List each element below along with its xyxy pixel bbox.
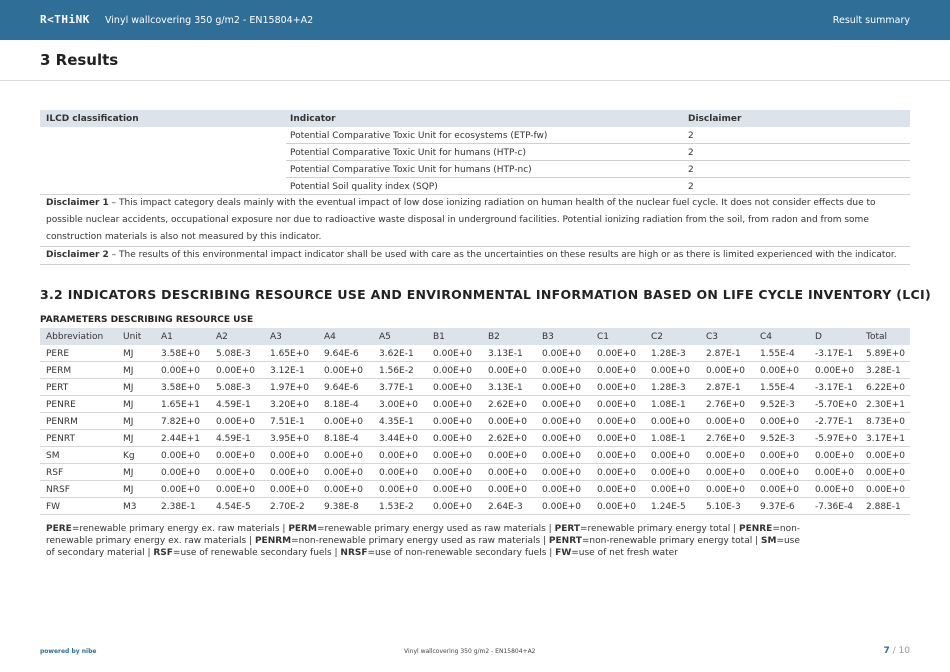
table-cell: 9.38E-8 (324, 502, 359, 512)
row-unit: MJ (123, 383, 134, 393)
table-cell: 0.00E+0 (488, 485, 527, 495)
row-unit: M3 (123, 502, 137, 512)
table-cell: 3.62E-1 (379, 349, 414, 359)
table-cell: 0.00E+0 (161, 366, 200, 376)
table-cell: 0.00E+0 (760, 417, 799, 427)
table-row (40, 498, 910, 515)
ilcd-header-indicator: Indicator (290, 114, 336, 124)
table-row (40, 362, 910, 379)
total-pages: 10 (898, 646, 910, 656)
table-cell: 0.00E+0 (597, 417, 636, 427)
column-header: D (815, 332, 822, 342)
disclaimer-2-label: Disclaimer 2 (46, 250, 109, 260)
table-cell: 0.00E+0 (597, 349, 636, 359)
ilcd-table (40, 110, 910, 265)
table-cell: 0.00E+0 (815, 468, 854, 478)
table-cell: 0.00E+0 (706, 468, 745, 478)
table-cell: 0.00E+0 (433, 434, 472, 444)
column-header: A1 (161, 332, 173, 342)
table-cell: 6.22E+0 (866, 383, 905, 393)
table-cell: 2.62E+0 (488, 400, 527, 410)
ilcd-disclaimer: 2 (688, 148, 694, 158)
table-cell: 1.55E-4 (760, 383, 795, 393)
table-cell: 0.00E+0 (542, 451, 581, 461)
table-cell: 0.00E+0 (542, 349, 581, 359)
table-cell: 0.00E+0 (488, 417, 527, 427)
subsection-title: 3.2 INDICATORS DESCRIBING RESOURCE USE AND ENVIRONMENTAL INFORMATION BASED ON LIFE CYCLE INVENTORY (LCI) (40, 287, 931, 302)
column-header: B1 (433, 332, 445, 342)
table-row (40, 413, 910, 430)
section-divider (0, 80, 950, 81)
disclaimer-2-text: – The results of this environmental impact indicator shall be used with care as the uncertainties on these results are high or as there is limited experienced with the indicator. (108, 250, 897, 260)
table-cell: 3.77E-1 (379, 383, 414, 393)
table-cell: 9.64E-6 (324, 349, 359, 359)
table-cell: 0.00E+0 (815, 366, 854, 376)
table-cell: 3.13E-1 (488, 383, 523, 393)
row-abbreviation: PENRM (46, 417, 78, 427)
table-cell: 0.00E+0 (216, 417, 255, 427)
table-cell: 3.12E-1 (270, 366, 305, 376)
row-unit: MJ (123, 400, 134, 410)
table-cell: 0.00E+0 (651, 417, 690, 427)
page-separator: / (892, 646, 896, 656)
row-unit: MJ (123, 349, 134, 359)
legend-abbreviation: PERM (288, 524, 317, 534)
table-cell: 1.97E+0 (270, 383, 309, 393)
table-cell: 2.70E-2 (270, 502, 305, 512)
table-cell: 8.73E+0 (866, 417, 905, 427)
table-row (40, 430, 910, 447)
row-abbreviation: PENRE (46, 400, 76, 410)
table-row (40, 464, 910, 481)
table-cell: 2.88E-1 (866, 502, 901, 512)
table-cell: 4.59E-1 (216, 400, 251, 410)
column-header: B2 (488, 332, 500, 342)
row-unit: MJ (123, 434, 134, 444)
table-cell: 4.35E-1 (379, 417, 414, 427)
table-cell: 5.08E-3 (216, 349, 251, 359)
table-cell: 1.65E+0 (270, 349, 309, 359)
table-cell: 7.51E-1 (270, 417, 305, 427)
legend-description: =non-renewable primary energy ex. raw materials | (46, 524, 801, 546)
legend-abbreviation: PERE (46, 524, 72, 534)
table-cell: 0.00E+0 (161, 485, 200, 495)
row-unit: MJ (123, 468, 134, 478)
table-cell: 2.76E+0 (706, 400, 745, 410)
table-cell: 0.00E+0 (651, 485, 690, 495)
table-cell: 0.00E+0 (597, 485, 636, 495)
table-cell: 0.00E+0 (488, 468, 527, 478)
table-cell: 0.00E+0 (161, 468, 200, 478)
table-cell: -3.17E-1 (815, 383, 853, 393)
table-cell: 0.00E+0 (866, 468, 905, 478)
row-unit: MJ (123, 366, 134, 376)
column-header: A4 (324, 332, 336, 342)
ilcd-row (40, 161, 910, 178)
table-cell: 0.00E+0 (324, 485, 363, 495)
table-cell: 0.00E+0 (597, 400, 636, 410)
top-bar (0, 0, 950, 40)
table-cell: 0.00E+0 (597, 434, 636, 444)
ilcd-indicator: Potential Comparative Toxic Unit for humans (HTP-c) (290, 148, 526, 158)
table-cell: 0.00E+0 (216, 468, 255, 478)
column-header: C2 (651, 332, 664, 342)
table-cell: 0.00E+0 (324, 417, 363, 427)
table-cell: 0.00E+0 (161, 451, 200, 461)
legend-abbreviation: RSF (153, 548, 173, 558)
row-abbreviation: PERM (46, 366, 72, 376)
table-cell: 0.00E+0 (433, 502, 472, 512)
parameters-title: PARAMETERS DESCRIBING RESOURCE USE (40, 315, 254, 325)
legend-abbreviation: PENRM (254, 536, 292, 546)
table-row (40, 345, 910, 362)
table-cell: 0.00E+0 (542, 383, 581, 393)
table-cell: -2.77E-1 (815, 417, 853, 427)
legend-description: =non-renewable primary energy used as raw materials | (291, 536, 549, 546)
section-title: 3 Results (40, 51, 119, 69)
table-cell: 0.00E+0 (270, 468, 309, 478)
column-header: Total (866, 332, 888, 342)
table-cell: 3.44E+0 (379, 434, 418, 444)
table-cell: 0.00E+0 (379, 485, 418, 495)
row-abbreviation: NRSF (46, 485, 70, 495)
table-cell: 0.00E+0 (488, 451, 527, 461)
row-unit: MJ (123, 485, 134, 495)
table-cell: 3.28E-1 (866, 366, 901, 376)
ilcd-row (40, 144, 910, 161)
table-cell: -5.97E+0 (815, 434, 858, 444)
table-cell: 0.00E+0 (433, 417, 472, 427)
table-cell: 0.00E+0 (433, 400, 472, 410)
table-cell: 0.00E+0 (706, 417, 745, 427)
legend-description: =use of renewable secondary fuels | (172, 548, 341, 558)
legend-description: =use of secondary material | (46, 536, 800, 558)
legend-description: =use of non-renewable secondary fuels | (367, 548, 556, 558)
table-cell: 0.00E+0 (706, 451, 745, 461)
ilcd-table-header (40, 110, 910, 127)
table-cell: 5.89E+0 (866, 349, 905, 359)
legend-abbreviation: NRSF (340, 548, 368, 558)
table-cell: 5.10E-3 (706, 502, 741, 512)
table-cell: 8.18E-4 (324, 434, 359, 444)
table-cell: 0.00E+0 (706, 485, 745, 495)
column-header: C3 (706, 332, 719, 342)
column-header: A2 (216, 332, 228, 342)
table-cell: 0.00E+0 (433, 451, 472, 461)
table-cell: 3.00E+0 (379, 400, 418, 410)
table-cell: 4.59E-1 (216, 434, 251, 444)
table-cell: 0.00E+0 (324, 366, 363, 376)
current-page: 7 (883, 646, 890, 656)
table-cell: 0.00E+0 (216, 485, 255, 495)
ilcd-indicator: Potential Soil quality index (SQP) (290, 182, 438, 192)
legend-abbreviation: PENRT (548, 536, 582, 546)
table-cell: 9.52E-3 (760, 434, 795, 444)
table-cell: 3.20E+0 (270, 400, 309, 410)
table-cell: 0.00E+0 (488, 366, 527, 376)
table-cell: 0.00E+0 (433, 383, 472, 393)
table-cell: 0.00E+0 (542, 366, 581, 376)
table-cell: 0.00E+0 (270, 485, 309, 495)
table-cell: 0.00E+0 (379, 451, 418, 461)
table-cell: 1.08E-1 (651, 434, 686, 444)
table-cell: 0.00E+0 (866, 485, 905, 495)
legend-abbreviation: PERT (554, 524, 581, 534)
table-cell: 7.82E+0 (161, 417, 200, 427)
disclaimer-1 (40, 195, 910, 247)
ilcd-indicator: Potential Comparative Toxic Unit for humans (HTP-nc) (290, 165, 532, 175)
table-cell: 0.00E+0 (597, 383, 636, 393)
row-unit: MJ (123, 417, 134, 427)
column-header: B3 (542, 332, 554, 342)
legend-abbreviation: FW (555, 548, 572, 558)
table-cell: 8.18E-4 (324, 400, 359, 410)
document-title: Vinyl wallcovering 350 g/m2 - EN15804+A2 (105, 15, 314, 26)
table-cell: 3.17E+1 (866, 434, 905, 444)
table-cell: 4.54E-5 (216, 502, 251, 512)
table-cell: 2.62E+0 (488, 434, 527, 444)
table-cell: 1.65E+1 (161, 400, 200, 410)
table-cell: 0.00E+0 (542, 485, 581, 495)
result-summary-link[interactable]: Result summary (832, 15, 910, 26)
table-cell: 3.13E-1 (488, 349, 523, 359)
abbreviation-legend (46, 523, 806, 559)
table-cell: 0.00E+0 (542, 502, 581, 512)
table-cell: 0.00E+0 (216, 451, 255, 461)
ilcd-indicator: Potential Comparative Toxic Unit for ecosystems (ETP-fw) (290, 131, 548, 141)
legend-description: =use of net fresh water (571, 548, 678, 558)
table-cell: 0.00E+0 (815, 485, 854, 495)
legend-abbreviation: SM (760, 536, 777, 546)
legend-description: =renewable primary energy total | (580, 524, 739, 534)
page-number (883, 646, 910, 656)
table-cell: 3.58E+0 (161, 349, 200, 359)
ilcd-row (40, 127, 910, 144)
table-cell: 0.00E+0 (433, 349, 472, 359)
rethink-logo: R<THiNK (40, 13, 90, 26)
ilcd-row (40, 178, 910, 195)
table-cell: 0.00E+0 (433, 468, 472, 478)
table-cell: 0.00E+0 (379, 468, 418, 478)
table-cell: 0.00E+0 (651, 468, 690, 478)
resource-table-header (40, 328, 910, 345)
table-cell: 0.00E+0 (651, 366, 690, 376)
table-cell: 3.58E+0 (161, 383, 200, 393)
disclaimer-1-label: Disclaimer 1 (46, 198, 109, 208)
ilcd-header-disclaimer: Disclaimer (688, 114, 742, 124)
table-cell: 0.00E+0 (324, 468, 363, 478)
table-row (40, 481, 910, 498)
table-cell: 1.24E-5 (651, 502, 686, 512)
table-cell: 0.00E+0 (760, 468, 799, 478)
legend-abbreviation: PENRE (738, 524, 773, 534)
column-header: A5 (379, 332, 391, 342)
column-header: Unit (123, 332, 142, 342)
legend-description: =renewable primary energy used as raw materials | (316, 524, 555, 534)
table-cell: 0.00E+0 (542, 417, 581, 427)
footer-document-title: Vinyl wallcovering 350 g/m2 - EN15804+A2 (404, 648, 536, 655)
table-cell: 5.08E-3 (216, 383, 251, 393)
table-cell: 0.00E+0 (542, 400, 581, 410)
table-cell: -7.36E-4 (815, 502, 853, 512)
table-cell: 0.00E+0 (216, 366, 255, 376)
disclaimer-1-text: – This impact category deals mainly with the eventual impact of low dose ionizing radiation on human health of the nuclear fuel cycle. It does not consider effects due to possible nuclear accidents, occupational exposure nor due to radioactive waste disposal in underground facilities. Potential ionizing radiation from the soil, from radon and from some construction materials is also not measured by this indicator. (46, 198, 876, 242)
ilcd-disclaimer: 2 (688, 182, 694, 192)
disclaimer-2 (40, 247, 910, 265)
table-cell: 1.55E-4 (760, 349, 795, 359)
table-cell: 3.95E+0 (270, 434, 309, 444)
ilcd-header-classification: ILCD classification (46, 114, 139, 124)
row-abbreviation: FW (46, 502, 61, 512)
table-cell: 1.28E-3 (651, 349, 686, 359)
table-cell: 0.00E+0 (760, 485, 799, 495)
column-header: C4 (760, 332, 773, 342)
table-cell: 0.00E+0 (324, 451, 363, 461)
row-abbreviation: PENRT (46, 434, 75, 444)
table-cell: 9.64E-6 (324, 383, 359, 393)
table-cell: 2.87E-1 (706, 349, 741, 359)
table-cell: 1.28E-3 (651, 383, 686, 393)
row-abbreviation: PERT (46, 383, 69, 393)
table-cell: 0.00E+0 (651, 451, 690, 461)
table-row (40, 447, 910, 464)
powered-by-nibe: powered by nibe (40, 648, 97, 655)
column-header: C1 (597, 332, 610, 342)
table-cell: 2.76E+0 (706, 434, 745, 444)
table-cell: -3.17E-1 (815, 349, 853, 359)
row-abbreviation: PERE (46, 349, 70, 359)
table-cell: 0.00E+0 (866, 451, 905, 461)
table-cell: 1.53E-2 (379, 502, 414, 512)
table-cell: 0.00E+0 (597, 502, 636, 512)
table-cell: 0.00E+0 (542, 434, 581, 444)
table-cell: 2.87E-1 (706, 383, 741, 393)
row-abbreviation: RSF (46, 468, 64, 478)
resource-use-table (40, 328, 910, 515)
ilcd-disclaimer: 2 (688, 131, 694, 141)
column-header: A3 (270, 332, 282, 342)
table-cell: 2.38E-1 (161, 502, 196, 512)
table-cell: 0.00E+0 (760, 451, 799, 461)
table-cell: 0.00E+0 (760, 366, 799, 376)
ilcd-disclaimer: 2 (688, 165, 694, 175)
table-cell: 0.00E+0 (815, 451, 854, 461)
table-cell: 2.64E-3 (488, 502, 523, 512)
table-cell: 1.08E-1 (651, 400, 686, 410)
table-cell: 9.37E-6 (760, 502, 795, 512)
column-header: Abbreviation (46, 332, 104, 342)
table-cell: 0.00E+0 (706, 366, 745, 376)
table-cell: 0.00E+0 (597, 366, 636, 376)
row-unit: Kg (123, 451, 135, 461)
row-abbreviation: SM (46, 451, 60, 461)
table-cell: 2.44E+1 (161, 434, 200, 444)
table-cell: 0.00E+0 (597, 451, 636, 461)
table-cell: 0.00E+0 (433, 485, 472, 495)
table-cell: -5.70E+0 (815, 400, 858, 410)
table-cell: 0.00E+0 (433, 366, 472, 376)
table-cell: 2.30E+1 (866, 400, 905, 410)
table-cell: 1.56E-2 (379, 366, 414, 376)
table-cell: 0.00E+0 (270, 451, 309, 461)
legend-description: =renewable primary energy ex. raw materials | (71, 524, 289, 534)
legend-description: =non-renewable primary energy total | (581, 536, 761, 546)
table-row (40, 396, 910, 413)
table-cell: 0.00E+0 (542, 468, 581, 478)
table-cell: 9.52E-3 (760, 400, 795, 410)
table-cell: 0.00E+0 (597, 468, 636, 478)
table-row (40, 379, 910, 396)
